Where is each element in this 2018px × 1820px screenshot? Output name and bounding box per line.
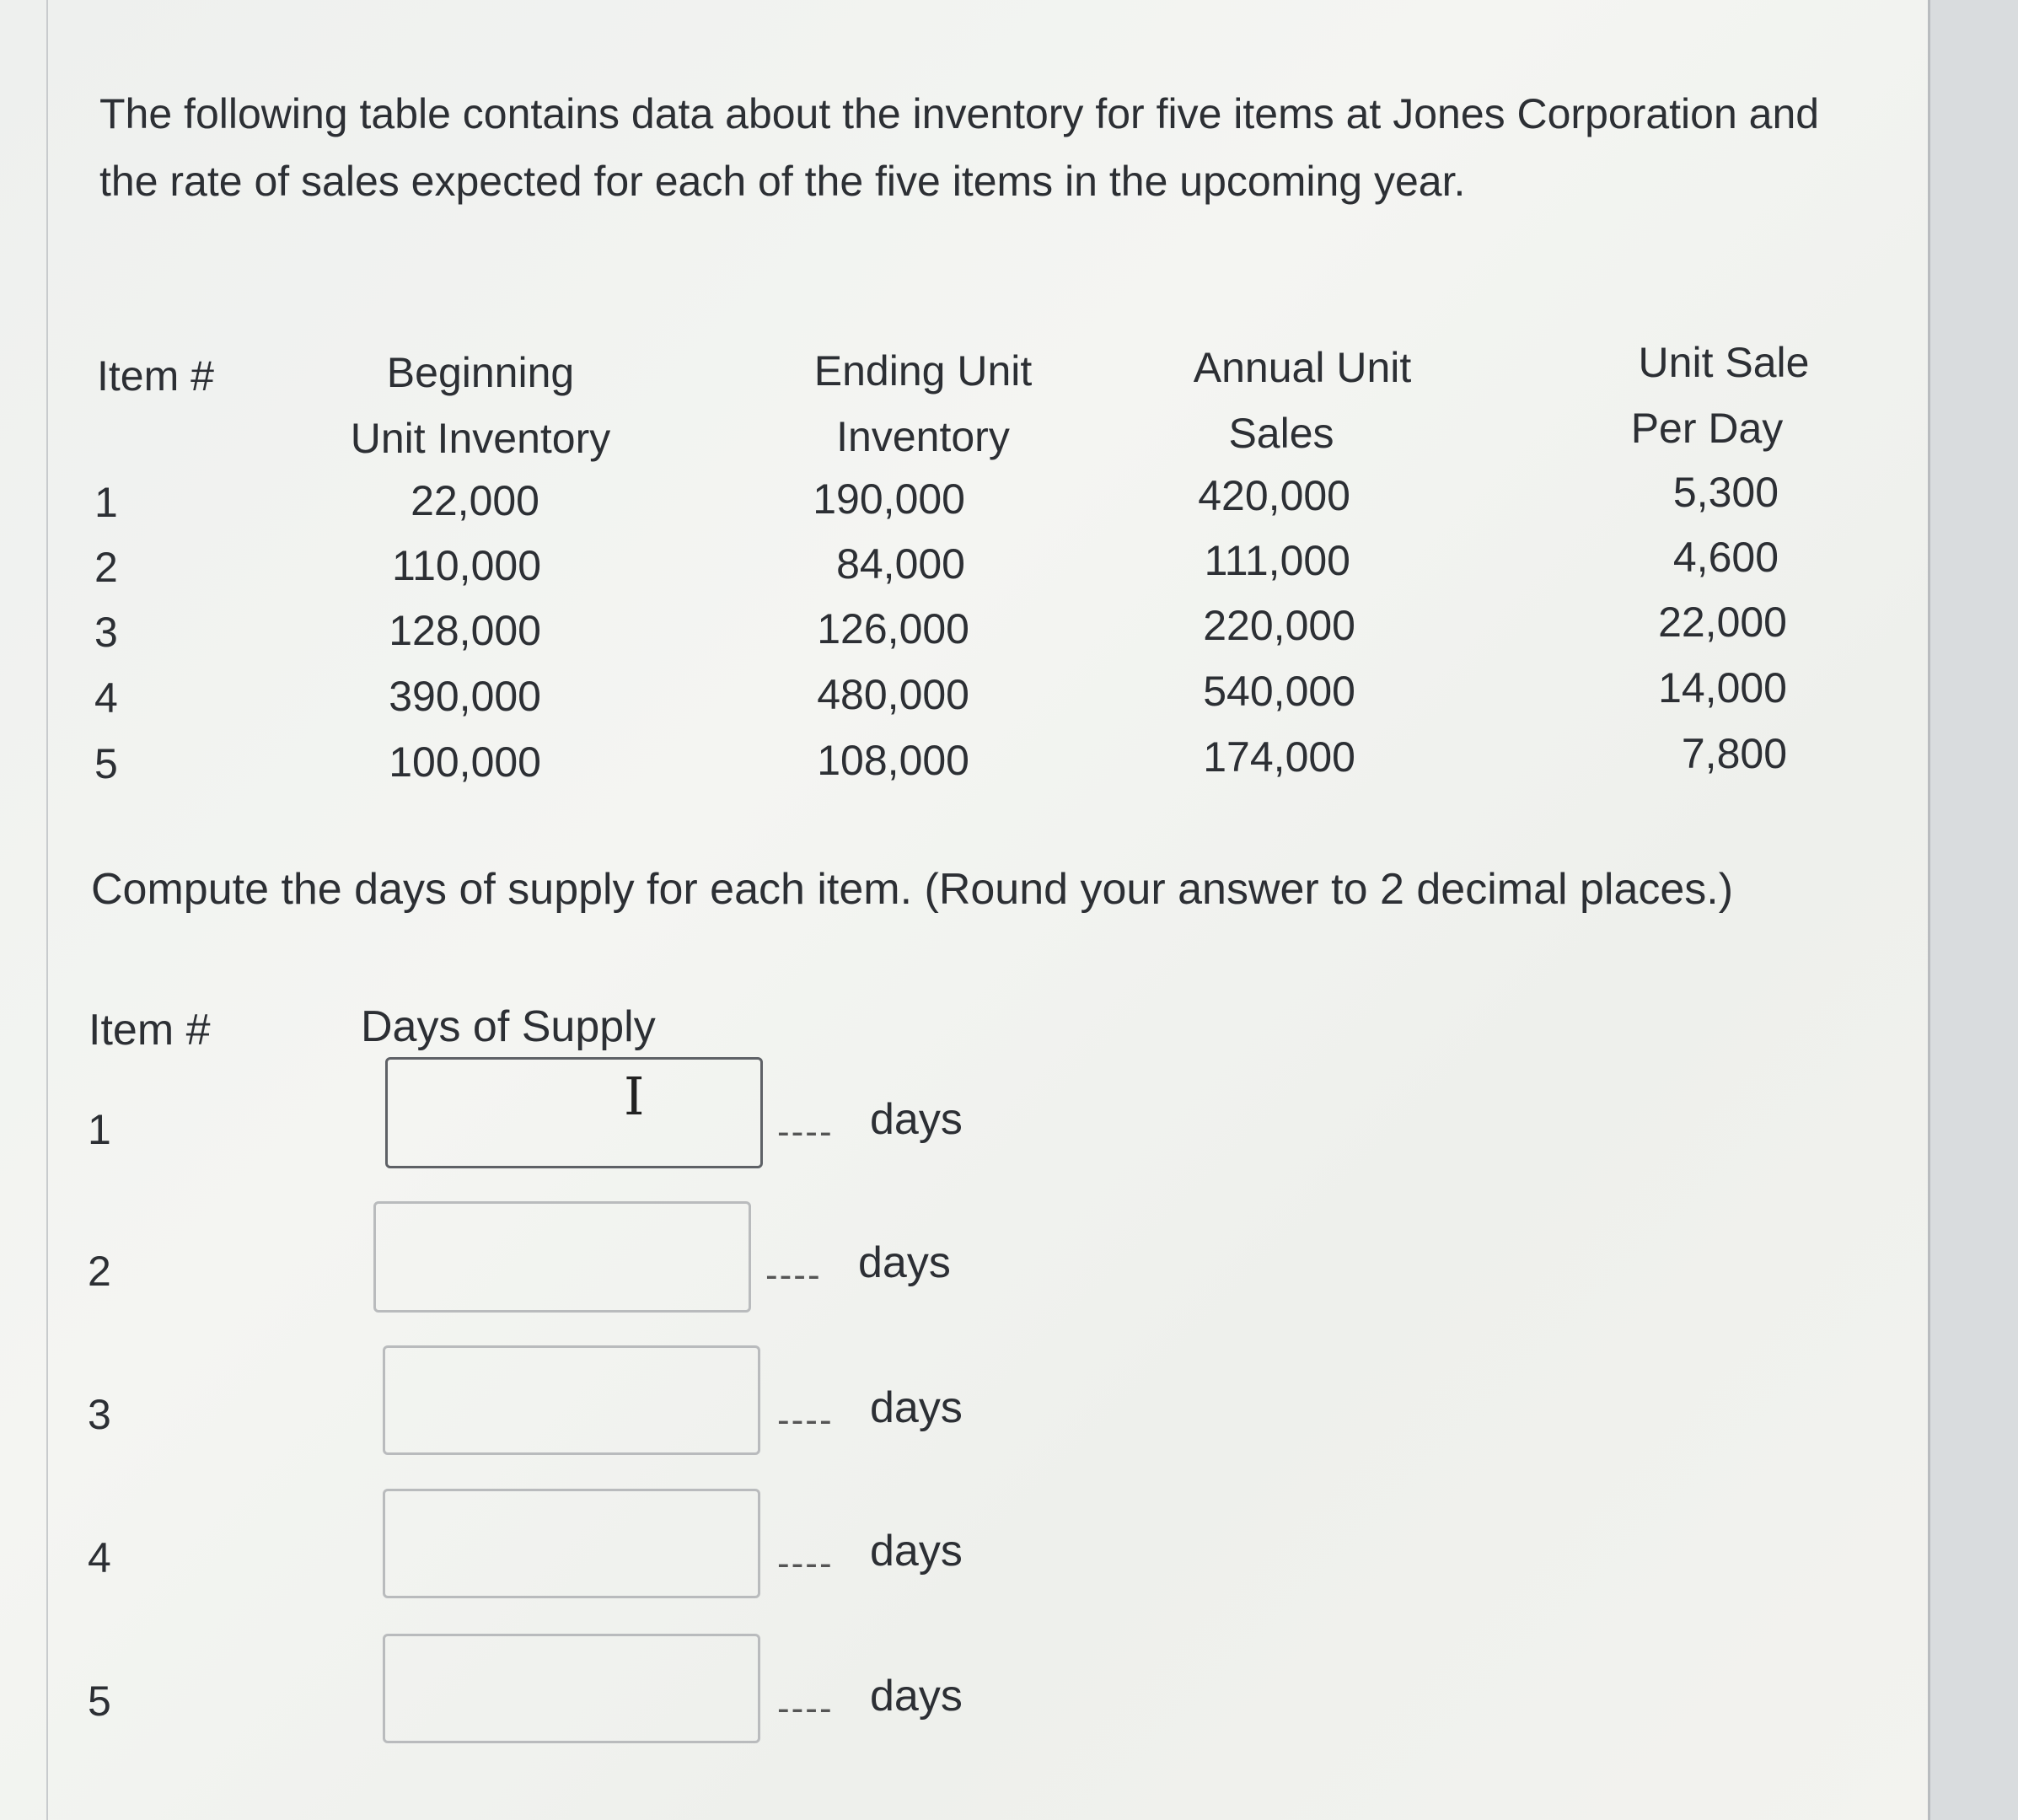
row2-annual: 111,000 xyxy=(1204,537,1350,584)
answer-row5-item: 5 xyxy=(88,1678,111,1725)
row3-annual: 220,000 xyxy=(1203,602,1355,649)
answer-row1-unit: days xyxy=(870,1095,963,1144)
answer-row2-item: 2 xyxy=(88,1248,111,1295)
row5-beginning: 100,000 xyxy=(389,738,541,786)
days-of-supply-input-2[interactable] xyxy=(373,1201,751,1313)
answer-header-days: Days of Supply xyxy=(361,1002,656,1051)
answer-row4-item: 4 xyxy=(88,1534,111,1581)
header-beginning-line1: Beginning xyxy=(386,349,575,396)
answer-row2-separator: ---- xyxy=(765,1254,822,1296)
row2-perday: 4,600 xyxy=(1672,534,1779,581)
row4-annual: 540,000 xyxy=(1203,668,1355,715)
row2-ending: 84,000 xyxy=(836,540,965,588)
row4-ending: 480,000 xyxy=(817,671,969,718)
answer-row2-unit: days xyxy=(858,1238,951,1287)
days-of-supply-input-4[interactable] xyxy=(383,1489,760,1598)
row5-item: 5 xyxy=(94,740,118,787)
row1-item: 1 xyxy=(94,479,118,526)
answer-row3-item: 3 xyxy=(88,1391,111,1438)
row5-perday: 7,800 xyxy=(1681,730,1787,777)
row2-item: 2 xyxy=(94,544,118,591)
question-text: Compute the days of supply for each item. (Round your answer to 2 decimal places.) xyxy=(91,865,1734,914)
answer-row5-separator: ---- xyxy=(777,1688,834,1729)
row2-beginning: 110,000 xyxy=(391,542,541,589)
days-of-supply-input-1[interactable] xyxy=(385,1057,763,1168)
answer-row5-unit: days xyxy=(870,1672,963,1721)
header-ending-line2: Inventory xyxy=(836,413,1010,460)
answer-row1-separator: ---- xyxy=(777,1111,834,1152)
header-annual-line2: Sales xyxy=(1228,410,1334,457)
row5-annual: 174,000 xyxy=(1203,733,1355,781)
answer-row1-item: 1 xyxy=(88,1106,111,1153)
header-perday-line2: Per Day xyxy=(1630,405,1784,452)
row3-perday: 22,000 xyxy=(1658,599,1787,646)
header-ending-line1: Ending Unit xyxy=(813,347,1033,395)
row1-ending: 190,000 xyxy=(813,475,965,523)
days-of-supply-input-3[interactable] xyxy=(383,1345,760,1455)
days-of-supply-input-5[interactable] xyxy=(383,1634,760,1743)
header-perday-line1: Unit Sale xyxy=(1638,339,1810,386)
answer-header-item: Item # xyxy=(89,1006,211,1055)
row1-annual: 420,000 xyxy=(1198,472,1350,519)
answer-row3-separator: ---- xyxy=(777,1399,834,1441)
row4-beginning: 390,000 xyxy=(389,673,541,720)
answer-row4-separator: ---- xyxy=(777,1543,834,1584)
row4-perday: 14,000 xyxy=(1658,664,1787,711)
header-beginning-line2: Unit Inventory xyxy=(350,415,611,462)
row3-ending: 126,000 xyxy=(817,605,969,652)
header-annual-line1: Annual Unit xyxy=(1193,344,1412,391)
row5-ending: 108,000 xyxy=(817,737,969,784)
text-cursor-icon: I xyxy=(624,1066,645,1127)
row3-item: 3 xyxy=(94,609,118,656)
row1-beginning: 22,000 xyxy=(411,477,539,524)
answer-row4-unit: days xyxy=(870,1527,963,1576)
row1-perday: 5,300 xyxy=(1672,469,1779,516)
header-item: Item # xyxy=(97,352,214,400)
intro-text: The following table contains data about the inventory for five items at Jones Corporation and the rate of sales expected for each of the five items in the upcoming year. xyxy=(99,90,1820,205)
answer-row3-unit: days xyxy=(870,1383,963,1432)
row3-beginning: 128,000 xyxy=(389,607,541,654)
row4-item: 4 xyxy=(94,674,118,722)
